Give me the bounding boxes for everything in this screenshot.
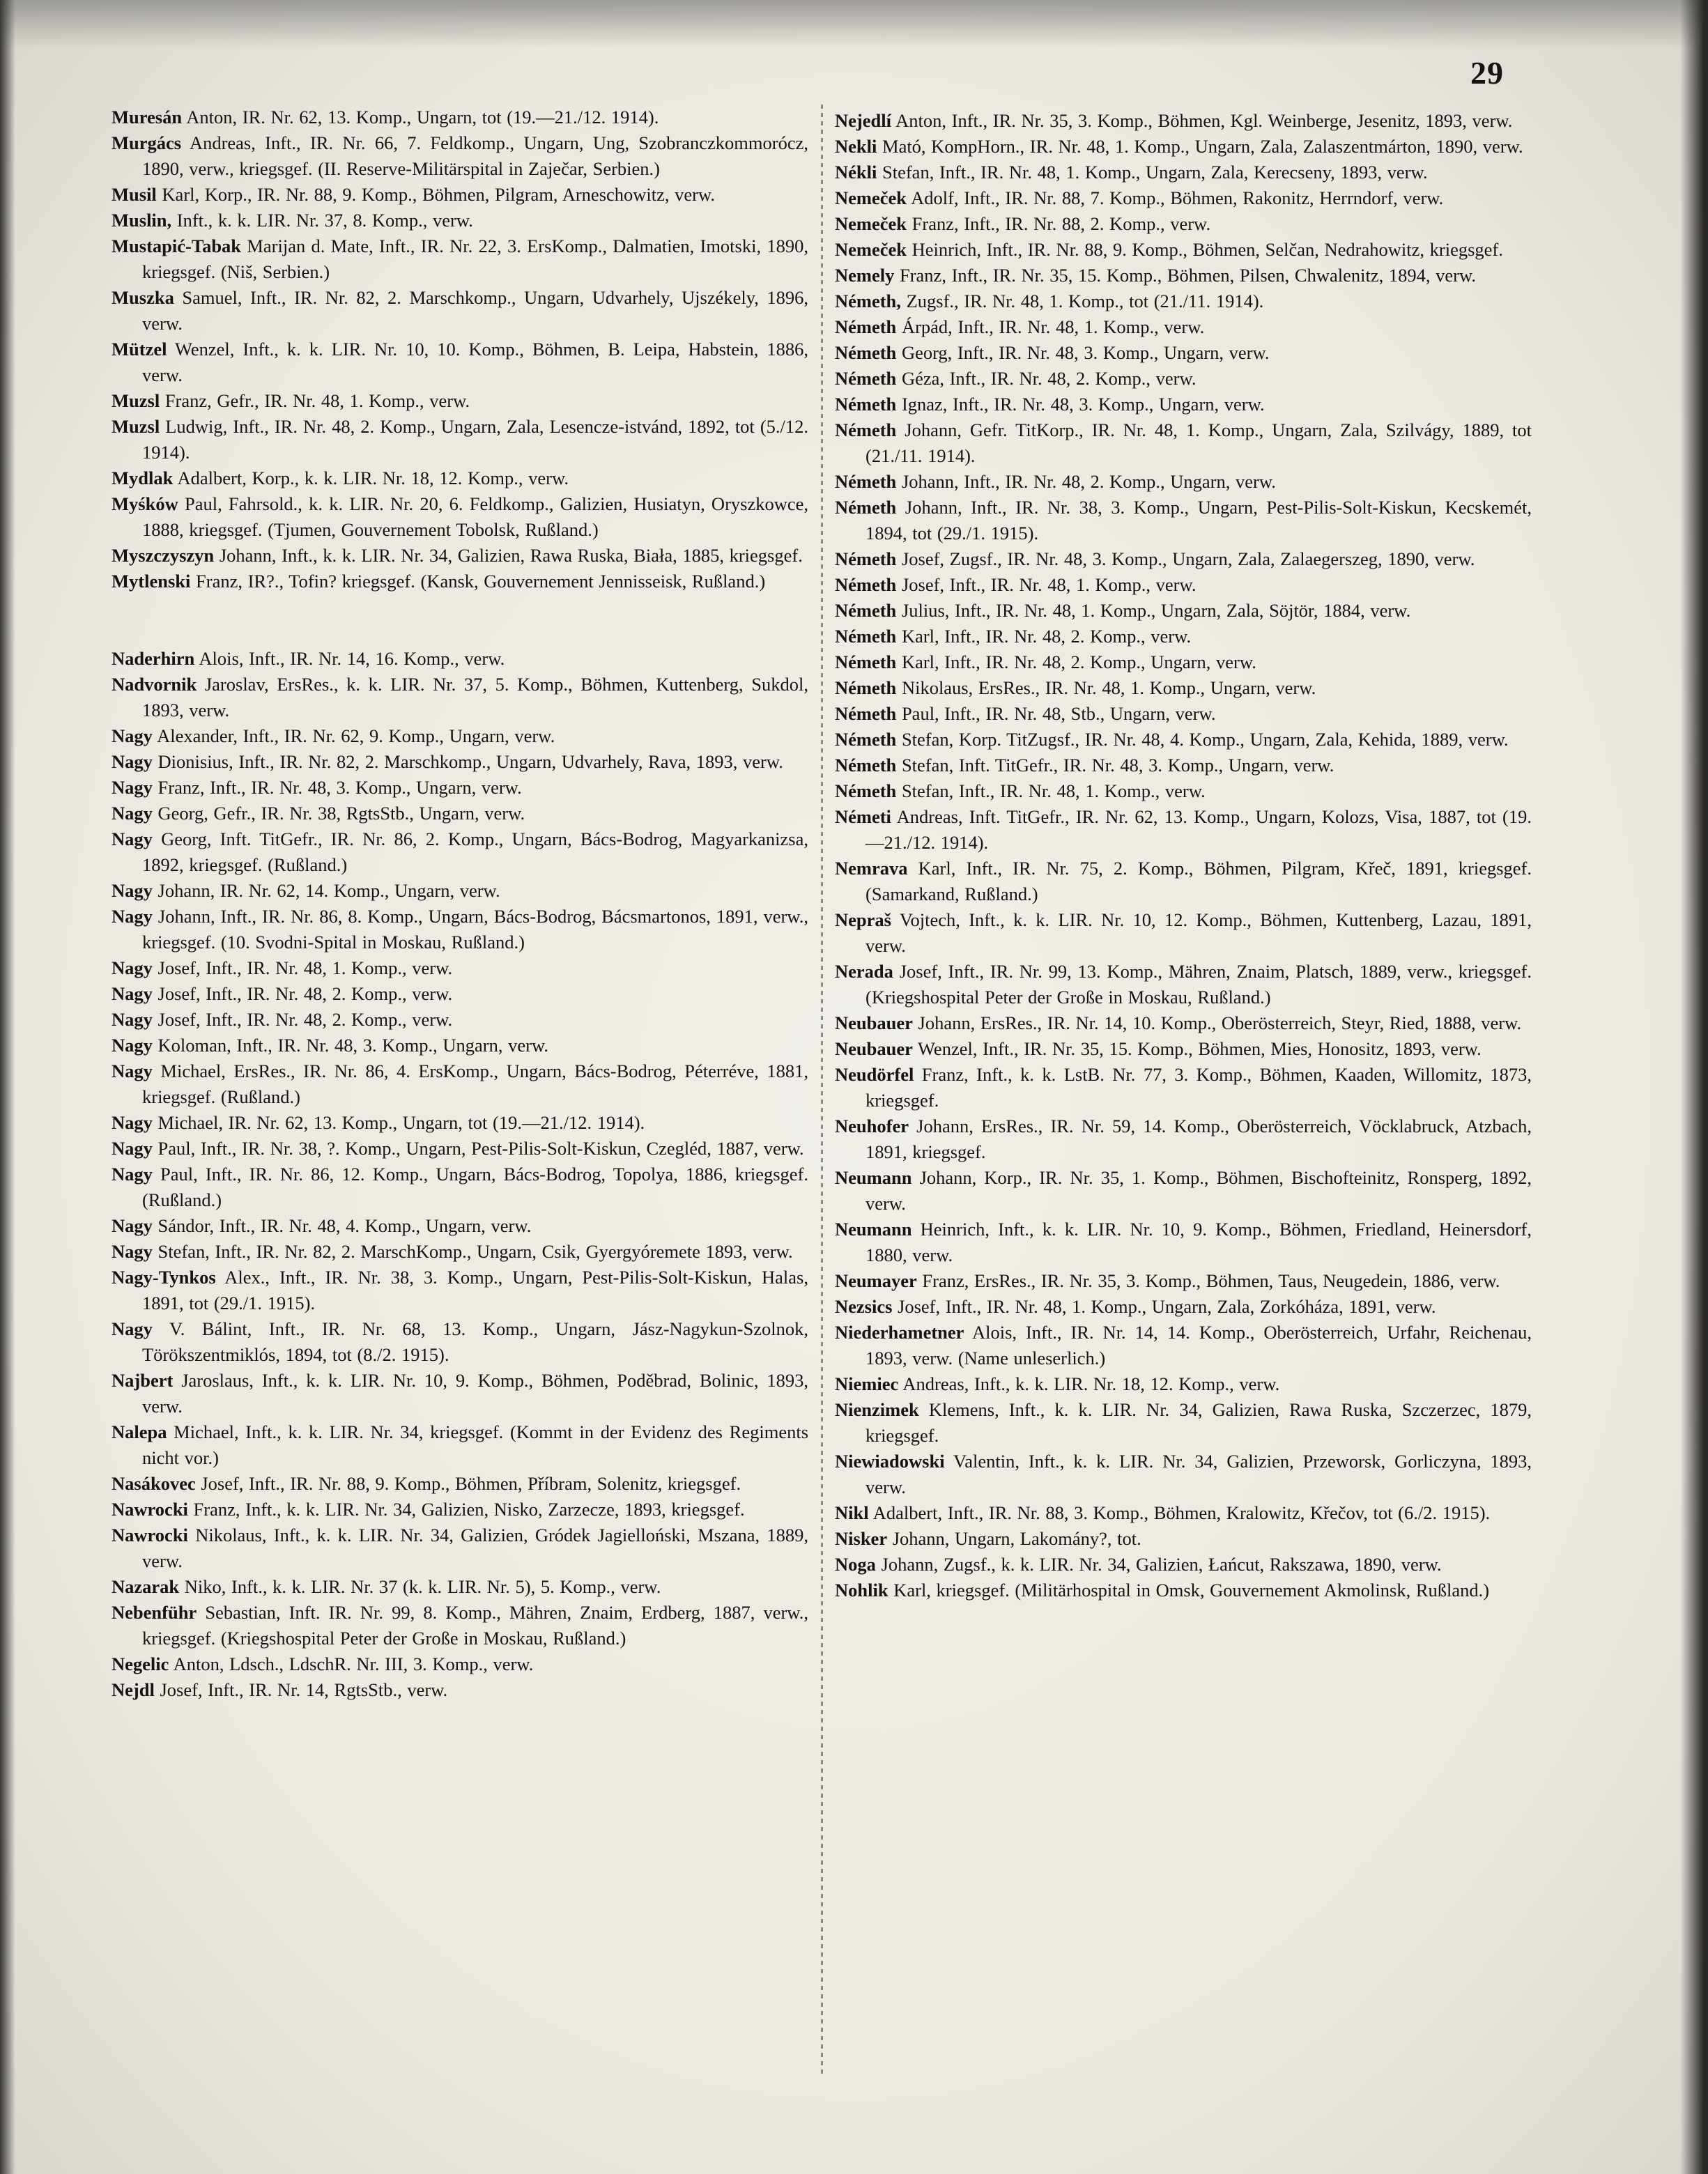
entry-surname: Németh: [835, 471, 897, 492]
entry-surname: Niemiec: [835, 1373, 899, 1394]
register-entry: [835, 1320, 1532, 1371]
register-entry: [111, 1033, 808, 1058]
entry-surname: Muszka: [111, 287, 174, 308]
entry-surname: Németh: [835, 368, 897, 389]
register-entry: [835, 1371, 1532, 1397]
entry-details: Julius, Inft., IR. Nr. 48, 1. Komp., Ungarn, Zala, Söjtör, 1884, verw.: [901, 600, 1411, 621]
entry-surname: Németh: [835, 780, 897, 801]
entry-surname: Nagy: [111, 1112, 153, 1133]
register-entry: [111, 491, 808, 543]
entry-details: Josef, Zugsf., IR. Nr. 48, 3. Komp., Ungarn, Zala, Zalaegerszeg, 1890, verw.: [901, 548, 1475, 569]
entry-details: Johann, Zugsf., k. k. LIR. Nr. 34, Galizien, Łańcut, Rakszawa, 1890, verw.: [881, 1554, 1442, 1575]
register-entry: [835, 1268, 1532, 1294]
entry-surname: Németh: [835, 677, 897, 698]
entry-surname: Németh: [835, 419, 897, 440]
entry-surname: Myśków: [111, 493, 178, 514]
entry-details: Koloman, Inft., IR. Nr. 48, 3. Komp., Ungarn, verw.: [157, 1035, 549, 1056]
register-entry: [111, 1110, 808, 1136]
entry-details: Zugsf., IR. Nr. 48, 1. Komp., tot (21./11. 1914).: [906, 291, 1264, 311]
entry-details: Samuel, Inft., IR. Nr. 82, 2. Marschkomp., Ungarn, Udvarhely, Ujszékely, 1896, verw.: [142, 287, 809, 334]
entry-surname: Neumann: [835, 1167, 912, 1188]
register-entry: [835, 753, 1532, 778]
entry-surname: Németh: [835, 394, 897, 415]
entry-surname: Nagy: [111, 1164, 153, 1185]
entry-details: Paul, Inft., IR. Nr. 48, Stb., Ungarn, verw.: [901, 703, 1216, 724]
entry-surname: Németh: [835, 755, 897, 776]
left-column: [111, 105, 808, 1703]
entry-surname: Neubauer: [835, 1038, 913, 1059]
entry-details: Heinrich, Inft., IR. Nr. 88, 9. Komp., Böhmen, Selčan, Nedrahowitz, kriegsgef.: [911, 239, 1503, 260]
entry-surname: Németh: [835, 574, 897, 595]
entry-details: Anton, Ldsch., LdschR. Nr. III, 3. Komp., verw.: [173, 1653, 534, 1674]
register-entry: [835, 469, 1532, 495]
entry-details: Karl, Inft., IR. Nr. 48, 2. Komp., verw.: [901, 626, 1192, 647]
entry-surname: Nisker: [835, 1528, 888, 1549]
register-entry: [835, 1217, 1532, 1268]
register-entry: [111, 285, 808, 337]
register-entry: [835, 237, 1532, 263]
entry-surname: Nagy: [111, 725, 153, 746]
entry-surname: Nagy: [111, 1009, 153, 1030]
entry-details: Niko, Inft., k. k. LIR. Nr. 37 (k. k. LIR. Nr. 5), 5. Komp., verw.: [184, 1576, 661, 1597]
register-entry: [835, 263, 1532, 288]
entry-details: Josef, Inft., IR. Nr. 48, 1. Komp., Ungarn, Zala, Zorkóháza, 1891, verw.: [898, 1296, 1436, 1317]
entry-details: Franz, Inft., IR. Nr. 48, 3. Komp., Ungarn, verw.: [157, 777, 522, 798]
entry-surname: Nemely: [835, 265, 895, 286]
entry-details: Johann, Inft., IR. Nr. 48, 2. Komp., Ungarn, verw.: [901, 471, 1276, 492]
entry-surname: Nagy: [111, 803, 153, 824]
entry-details: Franz, Gefr., IR. Nr. 48, 1. Komp., verw.: [164, 390, 470, 411]
entry-details: Stefan, Inft. TitGefr., IR. Nr. 48, 3. Komp., Ungarn, verw.: [901, 755, 1334, 776]
entry-surname: Nerada: [835, 961, 893, 982]
register-entry: [835, 907, 1532, 959]
register-entry: [111, 723, 808, 749]
register-entry: [835, 572, 1532, 598]
entry-details: Dionisius, Inft., IR. Nr. 82, 2. Marschkomp., Ungarn, Udvarhely, Rava, 1893, verw.: [157, 751, 783, 772]
entry-surname: Nekli: [835, 136, 877, 157]
entry-surname: Myszczyszyn: [111, 545, 215, 566]
register-entry: [835, 340, 1532, 366]
entry-details: Johann, Korp., IR. Nr. 35, 1. Komp., Böhmen, Bischofteinitz, Ronsperg, 1892, verw.: [865, 1167, 1532, 1214]
register-entry: [835, 211, 1532, 237]
entry-surname: Németh: [835, 342, 897, 363]
register-entry: [835, 1036, 1532, 1062]
entry-surname: Niederhametner: [835, 1322, 964, 1343]
register-entry: [111, 569, 808, 594]
entry-details: Alois, Inft., IR. Nr. 14, 16. Komp., verw.: [199, 648, 505, 669]
register-entry: [111, 1471, 808, 1497]
register-entry: [111, 955, 808, 981]
entry-details: Sándor, Inft., IR. Nr. 48, 4. Komp., Ungarn, verw.: [157, 1215, 532, 1236]
entry-surname: Nezsics: [835, 1296, 893, 1317]
entry-details: Nikolaus, ErsRes., IR. Nr. 48, 1. Komp., Ungarn, verw.: [901, 677, 1316, 698]
register-entry: [835, 727, 1532, 753]
page-edge-shadow: [0, 0, 15, 2174]
entry-surname: Nikl: [835, 1502, 869, 1523]
entry-details: Jaroslaus, Inft., k. k. LIR. Nr. 10, 9. Komp., Böhmen, Poděbrad, Bolinic, 1893, verw.: [142, 1370, 809, 1417]
entry-surname: Németh: [835, 652, 897, 672]
register-entry: [835, 160, 1532, 185]
entry-details: Josef, Inft., IR. Nr. 48, 2. Komp., verw.: [157, 1009, 453, 1030]
entry-surname: Nagy: [111, 1215, 153, 1236]
register-entry: [835, 675, 1532, 701]
register-entry: [111, 1574, 808, 1600]
entry-details: Johann, Inft., IR. Nr. 86, 8. Komp., Ungarn, Bács-Bodrog, Bácsmartonos, 1891, verw., kriegsgef. (10. Svodni-Spital in Moskau, Rußland.): [142, 906, 809, 953]
entry-details: Georg, Gefr., IR. Nr. 38, RgtsStb., Ungarn, verw.: [157, 803, 525, 824]
entry-details: Andreas, Inft., k. k. LIR. Nr. 18, 12. Komp., verw.: [902, 1373, 1280, 1394]
page-number: 29: [1470, 55, 1504, 91]
entry-surname: Nawrocki: [111, 1499, 188, 1520]
register-entry: [111, 1600, 808, 1651]
entry-details: Stefan, Korp. TitZugsf., IR. Nr. 48, 4. Komp., Ungarn, Zala, Kehida, 1889, verw.: [901, 729, 1509, 750]
entry-details: Michael, IR. Nr. 62, 13. Komp., Ungarn, tot (19.—21./12. 1914).: [157, 1112, 645, 1133]
entry-surname: Mydlak: [111, 468, 174, 488]
entry-details: Karl, Inft., IR. Nr. 48, 2. Komp., Ungarn, verw.: [901, 652, 1256, 672]
entry-details: Michael, ErsRes., IR. Nr. 86, 4. ErsKomp., Ungarn, Bács-Bodrog, Péterréve, 1881, kriegsgef. (Rußland.): [142, 1061, 808, 1107]
register-entry: [111, 337, 808, 388]
entry-details: Josef, Inft., IR. Nr. 48, 1. Komp., verw.: [901, 574, 1197, 595]
register-entry: [111, 1316, 808, 1368]
register-entry: [835, 1449, 1532, 1500]
register-entry: [111, 749, 808, 775]
register-entry: [111, 1162, 808, 1213]
entry-surname: Mytlenski: [111, 571, 191, 592]
entry-surname: Nejdl: [111, 1679, 155, 1700]
entry-surname: Negelic: [111, 1653, 169, 1674]
entry-details: Alois, Inft., IR. Nr. 14, 14. Komp., Oberösterreich, Urfahr, Reichenau, 1893, verw. (Name unleserlich.): [865, 1322, 1532, 1369]
entry-details: Franz, ErsRes., IR. Nr. 35, 3. Komp., Böhmen, Taus, Neugedein, 1886, verw.: [922, 1270, 1500, 1291]
entry-surname: Németh: [835, 497, 897, 518]
register-entry: [111, 775, 808, 801]
entry-details: Klemens, Inft., k. k. LIR. Nr. 34, Galizien, Rawa Ruska, Szczerzec, 1879, kriegsgef.: [865, 1399, 1532, 1446]
entry-details: Sebastian, Inft. IR. Nr. 99, 8. Komp., Mähren, Znaim, Erdberg, 1887, verw., kriegsgef. (Kriegshospital Peter der Große in Moskau, Rußland.): [142, 1602, 808, 1649]
register-entry: [111, 543, 808, 569]
register-entry: [835, 1526, 1532, 1552]
entry-details: Johann, Inft., IR. Nr. 38, 3. Komp., Ungarn, Pest-Pilis-Solt-Kiskun, Kecskemét, 1894, tot (29./1. 1915).: [865, 497, 1532, 544]
register-entry: [111, 1007, 808, 1033]
entry-surname: Mustapić-Tabak: [111, 236, 242, 256]
entry-surname: Nagy: [111, 751, 153, 772]
entry-details: Josef, Inft., IR. Nr. 99, 13. Komp., Mähren, Znaim, Platsch, 1889, verw., kriegsgef. (Kriegshospital Peter der Große in Moskau, Rußland.): [865, 961, 1532, 1008]
entry-details: Josef, Inft., IR. Nr. 48, 2. Komp., verw.: [157, 983, 453, 1004]
entry-details: Alexander, Inft., IR. Nr. 62, 9. Komp., Ungarn, verw.: [157, 725, 555, 746]
entry-details: Karl, Inft., IR. Nr. 75, 2. Komp., Böhmen, Pilgram, Křeč, 1891, kriegsgef. (Samarkand, Rußland.): [865, 858, 1532, 904]
register-entry: [835, 701, 1532, 727]
entry-details: Ignaz, Inft., IR. Nr. 48, 3. Komp., Ungarn, verw.: [901, 394, 1265, 415]
register-entry: [111, 182, 808, 208]
register-entry: [835, 959, 1532, 1010]
entry-details: Paul, Inft., IR. Nr. 38, ?. Komp., Ungarn, Pest-Pilis-Solt-Kiskun, Czegléd, 1887, verw.: [157, 1138, 804, 1159]
register-entry: [111, 646, 808, 672]
register-entry: [835, 546, 1532, 572]
register-entry: [111, 414, 808, 465]
register-entry: [111, 1677, 808, 1703]
page-edge-shadow: [1680, 0, 1708, 2174]
entry-surname: Németh: [835, 548, 897, 569]
entry-details: Marijan d. Mate, Inft., IR. Nr. 22, 3. ErsKomp., Dalmatien, Imotski, 1890, kriegsgef. (Niš, Serbien.): [142, 236, 808, 282]
register-entry: [835, 778, 1532, 804]
entry-surname: Nagy: [111, 1318, 153, 1339]
register-entry: [111, 130, 808, 182]
register-entry: [111, 1265, 808, 1316]
entry-surname: Nalepa: [111, 1421, 167, 1442]
register-entry: [111, 105, 808, 130]
register-entry: [111, 878, 808, 904]
entry-surname: Nemeček: [835, 239, 907, 260]
entry-surname: Németh: [835, 600, 897, 621]
register-entry: [835, 1552, 1532, 1578]
entry-surname: Nazarak: [111, 1576, 180, 1597]
entry-surname: Nohlik: [835, 1580, 888, 1601]
entry-details: Johann, ErsRes., IR. Nr. 59, 14. Komp., Oberösterreich, Vöcklabruck, Atzbach, 1891, kriegsgef.: [865, 1116, 1532, 1162]
entry-surname: Muzsl: [111, 390, 160, 411]
entry-surname: Nagy: [111, 1138, 153, 1159]
register-entry: [835, 1062, 1532, 1113]
register-entry: [111, 1136, 808, 1162]
entry-surname: Nékli: [835, 162, 877, 183]
entry-details: Valentin, Inft., k. k. LIR. Nr. 34, Galizien, Przeworsk, Gorliczyna, 1893, verw.: [865, 1451, 1532, 1497]
register-entry: [835, 1165, 1532, 1217]
entry-details: Wenzel, Inft., k. k. LIR. Nr. 10, 10. Komp., Böhmen, B. Leipa, Habstein, 1886, verw.: [142, 339, 808, 385]
entry-surname: Noga: [835, 1554, 876, 1575]
entry-surname: Németi: [835, 806, 891, 827]
register-entry: [835, 624, 1532, 649]
entry-details: Géza, Inft., IR. Nr. 48, 2. Komp., verw.: [901, 368, 1197, 389]
entry-details: Adalbert, Inft., IR. Nr. 88, 3. Komp., Böhmen, Kralowitz, Křečov, tot (6./2. 1915).: [872, 1502, 1491, 1523]
entry-details: Johann, ErsRes., IR. Nr. 14, 10. Komp., Oberösterreich, Steyr, Ried, 1888, verw.: [918, 1012, 1522, 1033]
entry-surname: Németh: [835, 626, 897, 647]
entry-details: Michael, Inft., k. k. LIR. Nr. 34, kriegsgef. (Kommt in der Evidenz des Regiments nicht vor.): [142, 1421, 809, 1468]
register-entry: [835, 856, 1532, 907]
register-entry: [111, 1239, 808, 1265]
entry-details: Franz, Inft., IR. Nr. 35, 15. Komp., Böhmen, Pilsen, Chwalenitz, 1894, verw.: [899, 265, 1476, 286]
entry-details: Vojtech, Inft., k. k. LIR. Nr. 10, 12. Komp., Böhmen, Kuttenberg, Lazau, 1891, verw.: [865, 909, 1532, 956]
register-entry: [111, 1419, 808, 1471]
entry-surname: Muresán: [111, 107, 183, 128]
register-entry: [835, 1500, 1532, 1526]
entry-details: Karl, kriegsgef. (Militärhospital in Omsk, Gouvernement Akmolinsk, Rußland.): [893, 1580, 1490, 1601]
entry-surname: Nepraš: [835, 909, 891, 930]
entry-surname: Nagy: [111, 880, 153, 901]
register-entry: [111, 465, 808, 491]
entry-details: Anton, Inft., IR. Nr. 35, 3. Komp., Böhmen, Kgl. Weinberge, Jesenitz, 1893, verw.: [895, 110, 1513, 131]
entry-surname: Niewiadowski: [835, 1451, 945, 1472]
entry-surname: Mützel: [111, 339, 167, 360]
entry-details: Josef, Inft., IR. Nr. 14, RgtsStb., verw.: [160, 1679, 448, 1700]
entry-details: Heinrich, Inft., k. k. LIR. Nr. 10, 9. Komp., Böhmen, Friedland, Heinersdorf, 1880, verw.: [865, 1219, 1532, 1265]
entry-surname: Nadvornik: [111, 674, 197, 695]
register-entry: [111, 1368, 808, 1419]
register-entry: [835, 1113, 1532, 1165]
register-entry: [835, 1397, 1532, 1449]
entry-details: Mató, KompHorn., IR. Nr. 48, 1. Komp., Ungarn, Zala, Zalaszentmárton, 1890, verw.: [882, 136, 1523, 157]
entry-details: V. Bálint, Inft., IR. Nr. 68, 13. Komp., Ungarn, Jász-Nagykun-Szolnok, Törökszentmiklós, 1894, tot (8./2. 1915).: [142, 1318, 808, 1365]
register-entry: [111, 1213, 808, 1239]
register-entry: [111, 1497, 808, 1522]
entry-surname: Neumayer: [835, 1270, 917, 1291]
register-entry: [111, 672, 808, 723]
entry-surname: Neudörfel: [835, 1064, 914, 1085]
entry-surname: Neumann: [835, 1219, 912, 1240]
entry-details: Franz, Inft., k. k. LstB. Nr. 77, 3. Komp., Böhmen, Kaaden, Willomitz, 1873, kriegsgef.: [865, 1064, 1532, 1111]
register-entry: [111, 233, 808, 285]
register-entry: [835, 598, 1532, 624]
entry-surname: Nagy: [111, 777, 153, 798]
register-entry: [835, 314, 1532, 340]
register-entry: [111, 981, 808, 1007]
entry-details: Johann, Inft., k. k. LIR. Nr. 34, Galizien, Rawa Ruska, Biała, 1885, kriegsgef.: [219, 545, 803, 566]
register-entry: [835, 288, 1532, 314]
entry-surname: Neuhofer: [835, 1116, 909, 1136]
page-edge-shadow: [0, 0, 1708, 49]
register-entry: [835, 417, 1532, 469]
entry-details: Andreas, Inft., IR. Nr. 66, 7. Feldkomp., Ungarn, Ung, Szobranczkommorócz, 1890, verw., kriegsgef. (II. Reserve-Militärspital in Zaječar, Serbien.): [142, 132, 808, 179]
register-entry: [111, 388, 808, 414]
register-entry: [835, 1294, 1532, 1320]
register-entry: [835, 366, 1532, 392]
entry-surname: Nagy: [111, 1035, 153, 1056]
entry-details: Karl, Korp., IR. Nr. 88, 9. Komp., Böhmen, Pilgram, Arneschowitz, verw.: [162, 184, 716, 205]
register-entry: [835, 134, 1532, 160]
entry-surname: Neubauer: [835, 1012, 913, 1033]
register-entry: [111, 1651, 808, 1677]
entry-details: Inft., k. k. LIR. Nr. 37, 8. Komp., verw.: [176, 210, 473, 231]
register-entry: [111, 1522, 808, 1574]
entry-details: Franz, Inft., k. k. LIR. Nr. 34, Galizien, Nisko, Zarzecze, 1893, kriegsgef.: [193, 1499, 745, 1520]
entry-details: Josef, Inft., IR. Nr. 88, 9. Komp., Böhmen, Příbram, Solenitz, kriegsgef.: [201, 1473, 741, 1494]
entry-surname: Nagy: [111, 1241, 153, 1262]
right-column: [835, 108, 1532, 1603]
entry-details: Alex., Inft., IR. Nr. 38, 3. Komp., Ungarn, Pest-Pilis-Solt-Kiskun, Halas, 1891, tot (29./1. 1915).: [142, 1267, 808, 1313]
entry-details: Johann, Gefr. TitKorp., IR. Nr. 48, 1. Komp., Ungarn, Zala, Szilvágy, 1889, tot (21./11. 1914).: [865, 419, 1532, 466]
entry-surname: Nagy: [111, 983, 153, 1004]
entry-details: Johann, IR. Nr. 62, 14. Komp., Ungarn, verw.: [157, 880, 500, 901]
entry-surname: Nawrocki: [111, 1525, 188, 1545]
entry-surname: Naderhirn: [111, 648, 195, 669]
register-entry: [835, 1578, 1532, 1603]
entry-details: Paul, Inft., IR. Nr. 86, 12. Komp., Ungarn, Bács-Bodrog, Topolya, 1886, kriegsgef. (Rußland.): [142, 1164, 808, 1210]
entry-details: Georg, Inft., IR. Nr. 48, 3. Komp., Ungarn, verw.: [901, 342, 1270, 363]
entry-details: Adolf, Inft., IR. Nr. 88, 7. Komp., Böhmen, Rakonitz, Herrndorf, verw.: [911, 187, 1444, 208]
register-entry: [835, 804, 1532, 856]
entry-surname: Nemrava: [835, 858, 908, 879]
register-entry: [111, 904, 808, 955]
register-entry: [835, 185, 1532, 211]
register-entry: [111, 208, 808, 233]
entry-surname: Nasákovec: [111, 1473, 196, 1494]
register-entry: [111, 826, 808, 878]
register-entry: [835, 495, 1532, 546]
entry-surname: Nagy: [111, 957, 153, 978]
entry-surname: Nagy: [111, 906, 153, 927]
entry-details: Anton, IR. Nr. 62, 13. Komp., Ungarn, tot (19.—21./12. 1914).: [186, 107, 659, 128]
entry-surname: Németh: [835, 729, 897, 750]
entry-surname: Nagy: [111, 1061, 153, 1081]
entry-details: Andreas, Inft. TitGefr., IR. Nr. 62, 13. Komp., Ungarn, Kolozs, Visa, 1887, tot (19.—21./12. 1914).: [865, 806, 1532, 853]
column-divider: [821, 105, 823, 2076]
entry-details: Jaroslav, ErsRes., k. k. LIR. Nr. 37, 5. Komp., Böhmen, Kuttenberg, Sukdol, 1893, verw.: [142, 674, 808, 720]
entry-surname: Nienzimek: [835, 1399, 919, 1420]
entry-details: Stefan, Inft., IR. Nr. 48, 1. Komp., Ungarn, Zala, Kerecseny, 1893, verw.: [882, 162, 1428, 183]
entry-surname: Németh: [835, 316, 897, 337]
entry-details: Stefan, Inft., IR. Nr. 82, 2. MarschKomp., Ungarn, Csik, Gyergyóremete 1893, verw.: [157, 1241, 793, 1262]
entry-details: Árpád, Inft., IR. Nr. 48, 1. Komp., verw.: [901, 316, 1205, 337]
entry-details: Franz, IR?., Tofin? kriegsgef. (Kansk, Gouvernement Jennisseisk, Rußland.): [196, 571, 766, 592]
entry-details: Georg, Inft. TitGefr., IR. Nr. 86, 2. Komp., Ungarn, Bács-Bodrog, Magyarkanizsa, 1892, kriegsgef. (Rußland.): [142, 828, 809, 875]
entry-details: Johann, Ungarn, Lakomány?, tot.: [892, 1528, 1141, 1549]
entry-surname: Németh: [835, 703, 897, 724]
entry-details: Nikolaus, Inft., k. k. LIR. Nr. 34, Galizien, Gródek Jagielloński, Mszana, 1889, verw.: [142, 1525, 808, 1571]
entry-details: Franz, Inft., IR. Nr. 88, 2. Komp., verw.: [911, 213, 1211, 234]
entry-surname: Nagy-Tynkos: [111, 1267, 216, 1288]
register-entry: [835, 1010, 1532, 1036]
entry-surname: Nagy: [111, 828, 153, 849]
entry-surname: Muslin,: [111, 210, 172, 231]
entry-surname: Németh,: [835, 291, 901, 311]
entry-surname: Muzsl: [111, 416, 160, 437]
section-gap: [111, 594, 808, 646]
entry-details: Josef, Inft., IR. Nr. 48, 1. Komp., verw.: [157, 957, 453, 978]
register-entry: [835, 392, 1532, 417]
entry-surname: Murgács: [111, 132, 182, 153]
entry-details: Ludwig, Inft., IR. Nr. 48, 2. Komp., Ungarn, Zala, Lesencze-istvánd, 1892, tot (5./12. 1914).: [142, 416, 809, 463]
entry-details: Adalbert, Korp., k. k. LIR. Nr. 18, 12. Komp., verw.: [177, 468, 569, 488]
register-entry: [835, 649, 1532, 675]
entry-surname: Nejedlí: [835, 110, 891, 131]
entry-surname: Nemeček: [835, 213, 907, 234]
entry-surname: Najbert: [111, 1370, 174, 1391]
entry-surname: Nemeček: [835, 187, 907, 208]
register-entry: [111, 801, 808, 826]
entry-surname: Musil: [111, 184, 157, 205]
register-entry: [111, 1058, 808, 1110]
entry-details: Paul, Fahrsold., k. k. LIR. Nr. 20, 6. Feldkomp., Galizien, Husiatyn, Oryszkowce, 1888, kriegsgef. (Tjumen, Gouvernement Tobolsk, Rußland.): [142, 493, 809, 540]
register-entry: [835, 108, 1532, 134]
entry-details: Stefan, Inft., IR. Nr. 48, 1. Komp., verw.: [901, 780, 1206, 801]
entry-surname: Nebenführ: [111, 1602, 197, 1623]
entry-details: Wenzel, Inft., IR. Nr. 35, 15. Komp., Böhmen, Mies, Honositz, 1893, verw.: [918, 1038, 1482, 1059]
